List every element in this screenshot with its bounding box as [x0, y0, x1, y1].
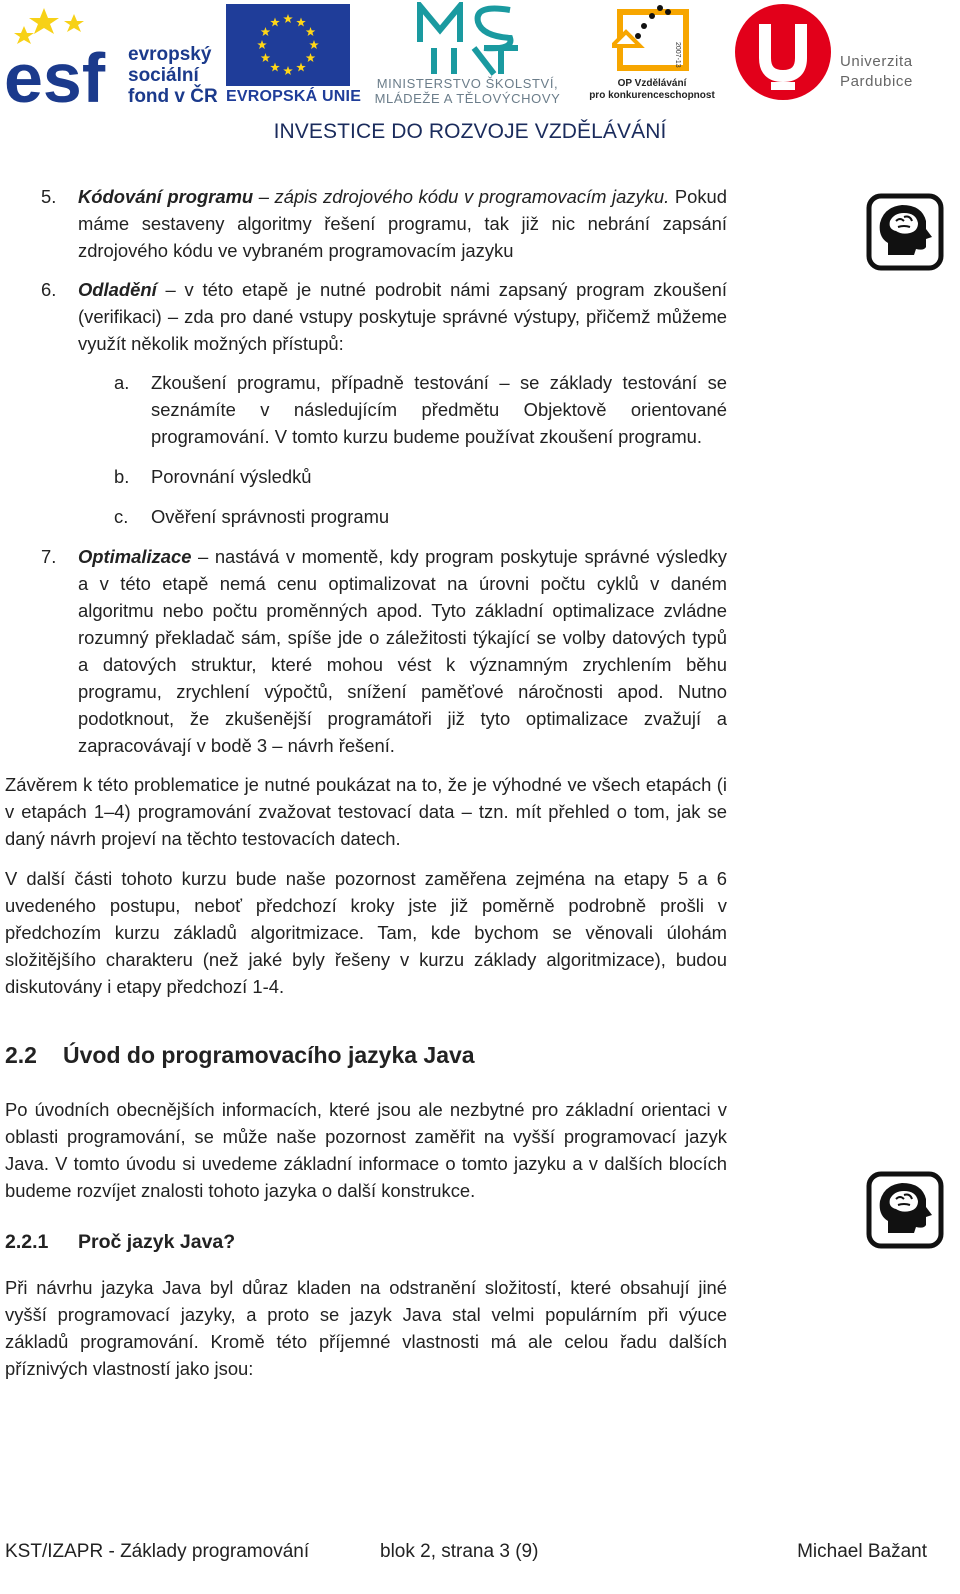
investment-tagline: INVESTICE DO ROZVOJE VZDĚLÁVÁNÍ	[273, 120, 667, 143]
esf-logo-text: evropský sociální fond v ČR	[128, 44, 218, 107]
esf-logo-icon	[4, 4, 122, 104]
list-item-term: Optimalizace	[78, 546, 192, 567]
footer-author: Michael Bažant	[797, 1541, 927, 1562]
list-item-term: Kódování programu	[78, 186, 254, 207]
paragraph-course-focus: V další části tohoto kurzu bude naše pozornost zaměřena zejména na etapy 5 a 6 uvedeného postupu, neboť předchozí kroky jste již poměrně podrobně prošli v předchozím kurzu základů algoritmizace. Tam, kde bychom se věnovali úlohám složitějšího charakteru (než jaké byly řešeny v kurzu základy algoritmizace), budou diskutovány i etapy předchozí 1-4.	[5, 868, 727, 997]
esf-logo-letters: esf	[4, 39, 106, 104]
sub-item-c: c. Ověření správnosti programu	[114, 506, 390, 527]
list-item-5: 5. Kódování programu – zápis zdrojového kódu v programovacím jazyku. Pokud máme sestaveny algoritmy řešení programu, tak již nic nebrání zapsání zdrojového kódu ve vybraném programovacím jazyku	[41, 186, 727, 261]
sub-item-b: b. Porovnání výsledků	[114, 466, 312, 487]
op-years: 2007-13	[674, 42, 681, 68]
op-logo-text: OP Vzdělávání pro konkurenceschopnost	[589, 78, 715, 101]
footer-course: KST/IZAPR - Základy programování	[5, 1541, 310, 1562]
footer-page-number: blok 2, strana 3 (9)	[380, 1541, 539, 1562]
head-brain-icon	[866, 1171, 944, 1249]
header-logos	[0, 0, 960, 150]
paragraph-why-java: Při návrhu jazyka Java byl důraz kladen na odstranění složitostí, které obsahují jiné vyšší programovací jazyky, a proto se jazyk Java stal velmi populárním při výuce základů programování. Kromě této příjemné vlastnosti má ale celou řadu dalších příznivých vlastností jako jsou:	[5, 1277, 727, 1379]
upce-logo-text: Univerzita Pardubice	[840, 53, 913, 90]
eu-label: EVROPSKÁ UNIE	[226, 88, 362, 105]
paragraph-java-intro: Po úvodních obecnějších informacích, které jsou ale nezbytné pro základní orientaci v oblasti programování, se může naše pozornost zaměřit na vyšší programovací jazyk Java. V tomto úvodu si uvedeme základní informace o tomto jazyku a v dalších blocích budeme rozvíjet znalosti tohoto jazyka o další konstrukce.	[5, 1099, 727, 1201]
msmt-logo-text: MINISTERSTVO ŠKOLSTVÍ, MLÁDEŽE A TĚLOVÝCHOVY	[374, 76, 561, 106]
head-brain-icon	[866, 193, 944, 271]
list-item-7: 7. Optimalizace – nastává v momentě, kdy program poskytuje správné výsledky a v této etapě nemá cenu optimalizovat na úrovni počtu cyklů v daném algoritmu nebo počtu proměnných apod. Tyto základní optimalizace zvládne rozumný překladač sám, spíše jde o záležitosti týkající se volby datových typů a datových struktur, které mohou vést k významným zrychlením běhu programu, zrychlení výpočtů, snížení paměťové náročnosti apod. Nutno podotknout, že zkušenější programátoři již tyto optimalizace zvažují a zapracovávají v bodě 3 – návrh řešení.	[41, 546, 727, 756]
list-item-6: 6. Odladění – v této etapě je nutné podrobit námi zapsaný program zkoušení (verifikaci) – zda pro dané vstupy poskytuje správné výstupy, přičemž můžeme využít několik možných přístupů:	[41, 279, 727, 354]
sub-item-a: a. Zkoušení programu, případně testování – se základy testování se seznámíte v následujícím předmětu Objektově orientované programování. V tomto kurzu budeme používat zkoušení programu.	[114, 372, 727, 447]
subsection-heading: 2.2.1 Proč jazyk Java?	[5, 1231, 236, 1253]
numbered-list	[5, 183, 727, 759]
eu-flag-icon	[226, 4, 350, 86]
section-heading: 2.2 Úvod do programovacího jazyka Java	[5, 1042, 475, 1068]
list-item-term: Odladění	[78, 279, 157, 300]
page-content	[5, 183, 727, 1395]
list-item-text: – nastává v momentě, kdy program poskytuje správné výsledky a v této etapě nemá cenu optimalizovat na úrovni počtu cyklů v daném algoritmu nebo počtu proměnných apod. Tyto základní optimalizace zvládne rozumný překladač sám, spíše jde o záležitosti týkající se volby datových typů a datových struktur, které mohou vést k významným zrychlením běhu programu, zrychlení výpočtů, snížení paměťové náročnosti apod. Nutno podotknout, že zkušenější programátoři již tyto optimalizace zvažují a zapracovávají v bodě 3 – návrh řešení.	[78, 546, 727, 756]
paragraph-conclusion: Závěrem k této problematice je nutné poukázat na to, že je výhodné ve všech etapách (i v etapách 1–4) programování zvažovat testovací data – tzn. mít přehled o tom, jak se daný návrh projeví na těchto testovacích datech.	[5, 774, 727, 849]
list-item-lead: zápis zdrojového kódu v programovacím jazyku.	[274, 186, 670, 207]
list-item-text: Pokud máme sestaveny algoritmy řešení programu, tak již nic nebrání zapsání zdrojového kódu ve vybraném programovacím jazyku	[78, 186, 727, 261]
msmt-logo-icon	[414, 2, 524, 76]
upce-logo-icon	[733, 2, 833, 102]
op-logo-icon	[612, 2, 698, 76]
list-item-text: – v této etapě je nutné podrobit námi zapsaný program zkoušení (verifikaci) – zda pro dané vstupy poskytuje správné výstupy, přičemž můžeme využít několik možných přístupů:	[78, 279, 727, 354]
page-footer	[5, 1541, 927, 1567]
